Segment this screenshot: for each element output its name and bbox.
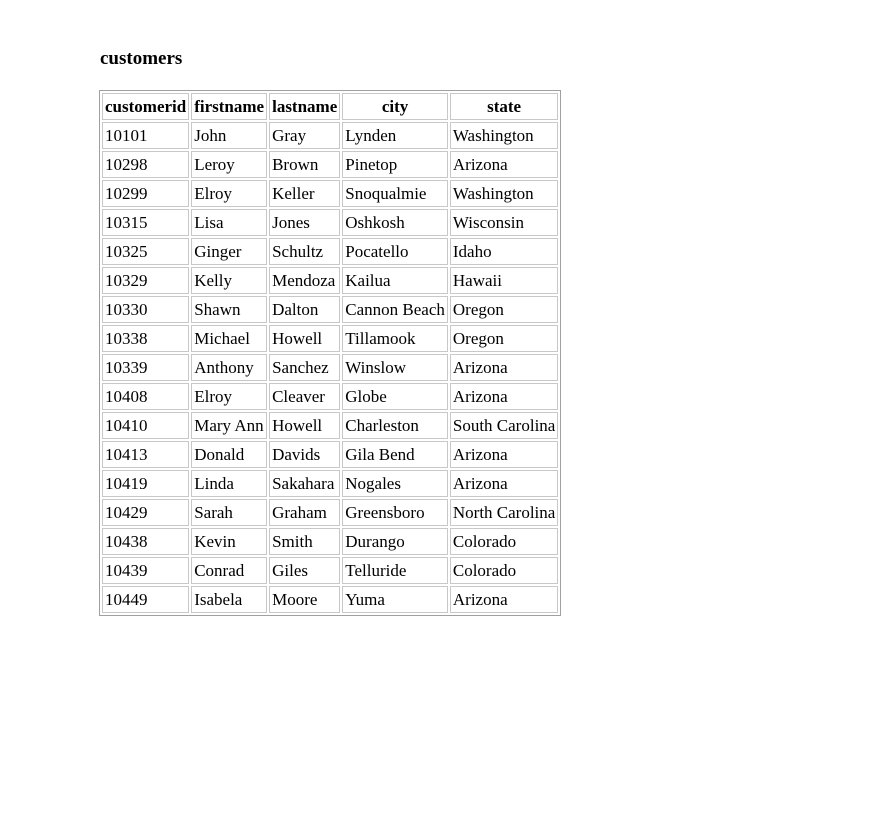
cell-customerid: 10338 <box>102 325 189 352</box>
cell-state: Colorado <box>450 557 558 584</box>
table-row <box>102 296 558 323</box>
table-body <box>102 122 558 613</box>
table-row <box>102 586 558 613</box>
cell-customerid: 10339 <box>102 354 189 381</box>
cell-firstname: Donald <box>191 441 267 468</box>
cell-firstname: Kevin <box>191 528 267 555</box>
cell-customerid: 10315 <box>102 209 189 236</box>
cell-state: Colorado <box>450 528 558 555</box>
column-header-city: city <box>342 93 448 120</box>
cell-firstname: Lisa <box>191 209 267 236</box>
cell-state: Arizona <box>450 383 558 410</box>
cell-firstname: Kelly <box>191 267 267 294</box>
table-row <box>102 354 558 381</box>
cell-city: Winslow <box>342 354 448 381</box>
cell-lastname: Sakahara <box>269 470 340 497</box>
cell-lastname: Mendoza <box>269 267 340 294</box>
cell-city: Cannon Beach <box>342 296 448 323</box>
cell-city: Charleston <box>342 412 448 439</box>
cell-customerid: 10408 <box>102 383 189 410</box>
cell-firstname: Linda <box>191 470 267 497</box>
header-row <box>102 93 558 120</box>
cell-state: Washington <box>450 122 558 149</box>
cell-state: North Carolina <box>450 499 558 526</box>
cell-city: Kailua <box>342 267 448 294</box>
cell-lastname: Jones <box>269 209 340 236</box>
table-header <box>102 93 558 120</box>
cell-customerid: 10101 <box>102 122 189 149</box>
cell-lastname: Cleaver <box>269 383 340 410</box>
cell-lastname: Schultz <box>269 238 340 265</box>
cell-lastname: Giles <box>269 557 340 584</box>
cell-city: Nogales <box>342 470 448 497</box>
cell-city: Pocatello <box>342 238 448 265</box>
cell-state: South Carolina <box>450 412 558 439</box>
cell-state: Arizona <box>450 151 558 178</box>
cell-state: Arizona <box>450 441 558 468</box>
cell-customerid: 10429 <box>102 499 189 526</box>
table-row <box>102 209 558 236</box>
cell-firstname: Anthony <box>191 354 267 381</box>
table-row <box>102 499 558 526</box>
customers-table <box>99 90 561 616</box>
cell-state: Hawaii <box>450 267 558 294</box>
table-row <box>102 470 558 497</box>
cell-firstname: Elroy <box>191 180 267 207</box>
column-header-lastname: lastname <box>269 93 340 120</box>
column-header-customerid: customerid <box>102 93 189 120</box>
table-row <box>102 383 558 410</box>
table-row <box>102 528 558 555</box>
cell-city: Lynden <box>342 122 448 149</box>
cell-firstname: Conrad <box>191 557 267 584</box>
cell-customerid: 10438 <box>102 528 189 555</box>
cell-city: Greensboro <box>342 499 448 526</box>
cell-state: Arizona <box>450 354 558 381</box>
page-title: customers <box>100 48 183 69</box>
cell-lastname: Dalton <box>269 296 340 323</box>
cell-state: Washington <box>450 180 558 207</box>
cell-lastname: Howell <box>269 325 340 352</box>
cell-firstname: Elroy <box>191 383 267 410</box>
table-row <box>102 180 558 207</box>
table-row <box>102 412 558 439</box>
cell-customerid: 10449 <box>102 586 189 613</box>
table-row <box>102 267 558 294</box>
cell-city: Tillamook <box>342 325 448 352</box>
cell-firstname: Mary Ann <box>191 412 267 439</box>
cell-customerid: 10439 <box>102 557 189 584</box>
cell-state: Oregon <box>450 325 558 352</box>
column-header-state: state <box>450 93 558 120</box>
cell-customerid: 10329 <box>102 267 189 294</box>
cell-lastname: Keller <box>269 180 340 207</box>
cell-customerid: 10330 <box>102 296 189 323</box>
cell-lastname: Brown <box>269 151 340 178</box>
cell-customerid: 10410 <box>102 412 189 439</box>
cell-firstname: Michael <box>191 325 267 352</box>
table-row <box>102 557 558 584</box>
cell-city: Telluride <box>342 557 448 584</box>
cell-customerid: 10419 <box>102 470 189 497</box>
cell-firstname: Isabela <box>191 586 267 613</box>
cell-city: Gila Bend <box>342 441 448 468</box>
cell-firstname: Ginger <box>191 238 267 265</box>
cell-lastname: Gray <box>269 122 340 149</box>
cell-city: Globe <box>342 383 448 410</box>
cell-lastname: Sanchez <box>269 354 340 381</box>
table-row <box>102 238 558 265</box>
cell-city: Oshkosh <box>342 209 448 236</box>
cell-city: Yuma <box>342 586 448 613</box>
table-row <box>102 122 558 149</box>
table-row <box>102 151 558 178</box>
table-row <box>102 441 558 468</box>
cell-city: Durango <box>342 528 448 555</box>
cell-city: Snoqualmie <box>342 180 448 207</box>
cell-customerid: 10298 <box>102 151 189 178</box>
cell-lastname: Moore <box>269 586 340 613</box>
cell-city: Pinetop <box>342 151 448 178</box>
cell-lastname: Smith <box>269 528 340 555</box>
cell-state: Oregon <box>450 296 558 323</box>
cell-firstname: Sarah <box>191 499 267 526</box>
cell-customerid: 10413 <box>102 441 189 468</box>
cell-firstname: John <box>191 122 267 149</box>
cell-state: Arizona <box>450 586 558 613</box>
cell-firstname: Leroy <box>191 151 267 178</box>
cell-state: Arizona <box>450 470 558 497</box>
cell-lastname: Howell <box>269 412 340 439</box>
cell-customerid: 10325 <box>102 238 189 265</box>
cell-lastname: Davids <box>269 441 340 468</box>
cell-firstname: Shawn <box>191 296 267 323</box>
cell-lastname: Graham <box>269 499 340 526</box>
table-row <box>102 325 558 352</box>
cell-state: Wisconsin <box>450 209 558 236</box>
cell-state: Idaho <box>450 238 558 265</box>
column-header-firstname: firstname <box>191 93 267 120</box>
cell-customerid: 10299 <box>102 180 189 207</box>
